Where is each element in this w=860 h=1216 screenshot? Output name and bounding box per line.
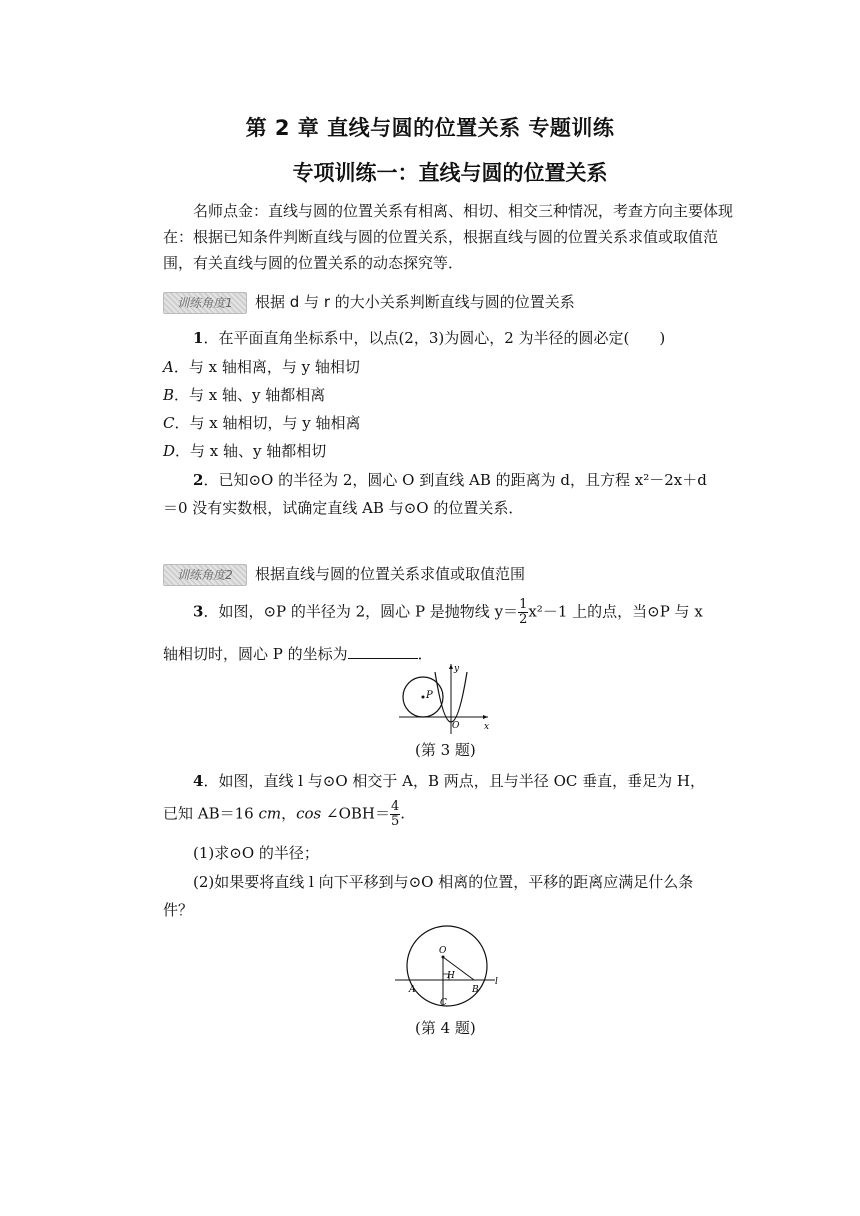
training-angle-badge: 训练角度2 bbox=[163, 564, 247, 586]
option-letter: A bbox=[163, 358, 174, 376]
section-title: 专项训练一：直线与圆的位置关系 bbox=[292, 161, 608, 185]
question-3-line1 bbox=[193, 598, 703, 627]
label-l: l bbox=[495, 977, 498, 987]
option-text: ．与 x 轴相切，与 y 轴相离 bbox=[174, 414, 361, 432]
option-letter: B bbox=[163, 386, 175, 404]
sentence-end: ． bbox=[417, 645, 433, 663]
option-text: ．与 x 轴相离，与 y 轴相切 bbox=[173, 358, 360, 376]
label-c: C bbox=[440, 998, 447, 1008]
option-text: ．与 x 轴、y 轴都相离 bbox=[174, 386, 326, 404]
question-4-part-2-line2: 件？ bbox=[163, 901, 194, 919]
angle-text: ∠OBH＝ bbox=[321, 804, 391, 823]
figure-3-caption: (第 3 题) bbox=[415, 741, 476, 759]
fraction-numerator: 4 bbox=[391, 799, 400, 814]
question-text: ．如图，⊙P 的半径为 2，圆心 P 是抛物线 y＝ bbox=[203, 602, 519, 621]
training-angle-badge: 训练角度1 bbox=[163, 292, 247, 314]
fraction-denominator: 2 bbox=[519, 612, 528, 627]
question-1-stem bbox=[193, 327, 665, 348]
question-number: 4 bbox=[193, 772, 204, 790]
label-p: P bbox=[426, 690, 433, 701]
answer-blank[interactable] bbox=[348, 644, 418, 659]
y-axis-arrow bbox=[449, 664, 453, 669]
training-angle-2 bbox=[163, 563, 525, 586]
x-axis-arrow bbox=[483, 715, 488, 719]
label-a: A bbox=[409, 985, 416, 995]
sentence-end: . bbox=[400, 804, 406, 823]
question-4-line2 bbox=[163, 800, 405, 829]
question-2-line1 bbox=[193, 469, 707, 490]
question-number: 2 bbox=[193, 471, 204, 489]
question-text-cont: x²－1 上的点，当⊙P 与 x bbox=[528, 602, 703, 621]
question-4-part-2-line1: (2)如果要将直线 l 向下平移到与⊙O 相离的位置，平移的距离应满足什么条 bbox=[193, 873, 694, 891]
label-o: O bbox=[452, 721, 460, 731]
question-3-line2 bbox=[163, 643, 433, 664]
question-number: 3 bbox=[193, 602, 204, 621]
label-y: y bbox=[454, 664, 460, 674]
unit-cm: cm bbox=[258, 804, 282, 823]
training-angle-title: 根据直线与圆的位置关系求值或取值范围 bbox=[255, 565, 526, 583]
comma: ， bbox=[281, 804, 297, 823]
intro-paragraph: 名师点金：直线与圆的位置关系有相离、相切、相交三种情况，考查方向主要体现在：根据已知条件判断直线与圆的位置关系，根据直线与圆的位置关系求值或取值范围，有关直线与圆的位置关系的动态探究等． bbox=[163, 202, 734, 272]
label-o: O bbox=[439, 946, 447, 956]
option-text: ．与 x 轴、y 轴都相切 bbox=[175, 442, 327, 460]
chapter-title: 第 2 章 直线与圆的位置关系 专题训练 bbox=[245, 116, 615, 140]
question-text: ．在平面直角坐标系中，以点(2，3)为圆心，2 为半径的圆必定( ) bbox=[203, 329, 666, 347]
center-p-dot bbox=[422, 696, 425, 699]
option-c bbox=[163, 412, 361, 433]
option-d bbox=[163, 440, 326, 461]
option-letter: D bbox=[163, 442, 176, 460]
question-text: 轴相切时，圆心 P 的坐标为 bbox=[163, 645, 348, 663]
figure-4-caption: (第 4 题) bbox=[415, 1019, 476, 1037]
question-text: 已知 AB＝16 bbox=[163, 804, 259, 823]
question-2-line2: ＝0 没有实数根，试确定直线 AB 与⊙O 的位置关系． bbox=[163, 499, 524, 517]
label-b: B bbox=[472, 985, 479, 995]
option-a bbox=[163, 356, 360, 377]
training-angle-1 bbox=[163, 291, 575, 314]
question-4-part-1: (1)求⊙O 的半径； bbox=[193, 844, 319, 862]
figure-3-parabola-circle bbox=[395, 660, 495, 735]
question-4-line1 bbox=[193, 770, 705, 791]
question-number: 1 bbox=[193, 329, 204, 347]
fraction-four-fifths bbox=[390, 800, 400, 829]
question-text: ．如图，直线 l 与⊙O 相交于 A，B 两点，且与半径 OC 垂直，垂足为 H， bbox=[203, 772, 705, 790]
training-angle-title: 根据 d 与 r 的大小关系判断直线与圆的位置关系 bbox=[255, 293, 575, 311]
question-text: ．已知⊙O 的半径为 2，圆心 O 到直线 AB 的距离为 d，且方程 x²－2x＋d bbox=[203, 471, 707, 489]
fraction-denominator: 5 bbox=[391, 814, 400, 829]
fraction-numerator: 1 bbox=[519, 597, 528, 612]
label-x: x bbox=[484, 722, 490, 732]
label-h: H bbox=[447, 971, 455, 981]
option-letter: C bbox=[163, 414, 175, 432]
cos-function: cos bbox=[296, 804, 322, 823]
fraction-one-half bbox=[518, 598, 528, 627]
figure-4-circle-chord bbox=[395, 924, 505, 1012]
option-b bbox=[163, 384, 325, 405]
